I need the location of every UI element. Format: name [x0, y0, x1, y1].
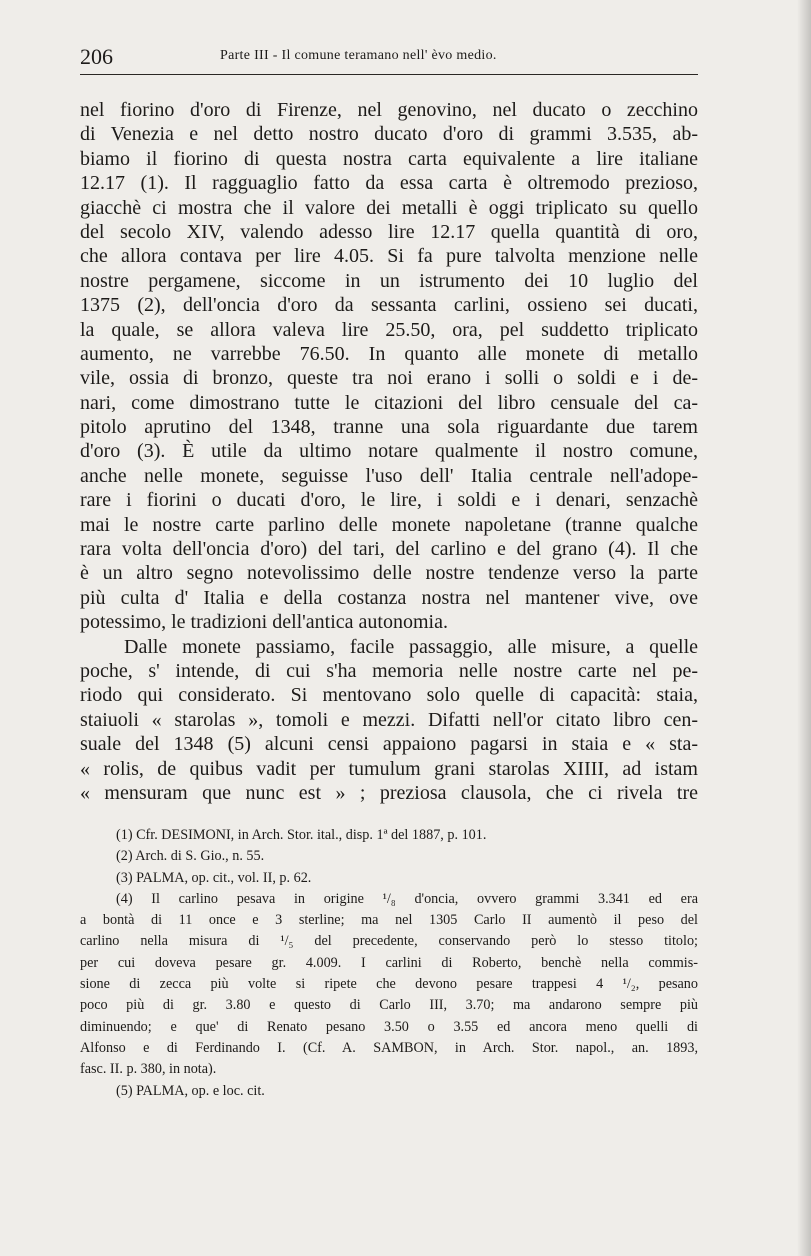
footnote-line: (5) PALMA, op. e loc. cit. [116, 1082, 265, 1099]
footnote-line: poco più di gr. 3.80 e questo di Carlo III, 3.70; ma andarono sempre più [80, 997, 698, 1014]
text-line: vile, ossia di bronzo, queste tra noi erano i solli o soldi e i de- [80, 367, 698, 390]
text-line: suale del 1348 (5) alcuni censi appaiono pagarsi in staia e « sta- [80, 733, 698, 756]
footnote-line: Alfonso e di Ferdinando I. (Cf. A. SAMBON, in Arch. Stor. napol., an. 1893, [80, 1039, 698, 1056]
text-line: più culta d' Italia e della costanza nostra nel mantener vive, ove [80, 586, 698, 609]
text-line: riodo qui considerato. Si mentovano solo quelle di capacità: staia, [80, 684, 698, 707]
text-line: di Venezia e nel detto nostro ducato d'oro di grammi 3.535, ab- [80, 123, 698, 146]
text-line: biamo il fiorino di questa nostra carta equivalente a lire italiane [80, 147, 698, 170]
footnote-line: (1) Cfr. DESIMONI, in Arch. Stor. ital., disp. 1ª del 1887, p. 101. [116, 827, 487, 843]
text-line: « mensuram que nunc est » ; preziosa clausola, che ci rivela tre [80, 781, 698, 804]
text-line: giacchè ci mostra che il valore dei metalli è oggi triplicato su quello [80, 196, 698, 219]
text-line: d'oro (3). È utile da ultimo notare qualmente il nostro comune, [80, 440, 698, 463]
text-line: nari, come dimostrano tutte le citazioni del libro censuale del ca- [80, 391, 698, 414]
text-line: mai le nostre carte parlino delle monete napoletane (tranne qualche [80, 513, 698, 536]
page-header [80, 40, 698, 75]
text-line: del secolo XIV, valendo adesso lire 12.17 quella quantità di oro, [80, 220, 698, 243]
footnote-line: (2) Arch. di S. Gio., n. 55. [116, 848, 265, 865]
text-line: rara volta dell'oncia d'oro) del tari, del carlino e del grano (4). Il che [80, 538, 698, 561]
text-line: potessimo, le tradizioni dell'antica autonomia. [80, 611, 448, 634]
text-line: 1375 (2), dell'oncia d'oro da sessanta carlini, ossieno sei ducati, [80, 294, 698, 317]
page-edge-shadow [797, 0, 811, 1256]
text-line: « rolis, de quibus vadit per tumulum grani starolas XIIII, ad istam [80, 757, 698, 780]
footnote-line: carlino nella misura di ¹/₅ del precedente, conservando però lo stesso titolo; [80, 933, 698, 950]
text-line: anche nelle monete, seguisse l'uso dell' Italia centrale nell'adope- [80, 464, 698, 487]
text-line: 12.17 (1). Il ragguaglio fatto da essa carta è oltremodo prezioso, [80, 172, 698, 195]
text-line: rare i fiorini o ducati d'oro, le lire, i soldi e i denari, senzachè [80, 489, 698, 512]
running-head: Parte III - Il comune teramano nell' èvo medio. [220, 48, 497, 63]
footnote-line: (4) Il carlino pesava in origine ¹/₈ d'oncia, ovvero grammi 3.341 ed era [116, 890, 698, 907]
text-line: nostre pergamene, siccome in un istrumento dei 10 luglio del [80, 269, 698, 292]
text-line: nel fiorino d'oro di Firenze, nel genovino, nel ducato o zecchino [80, 99, 698, 121]
text-line: pitolo aprutino del 1348, tranne una sola riguardante due tarem [80, 416, 698, 439]
footnote-line: fasc. II. p. 380, in nota). [80, 1061, 217, 1078]
text-line: che allora contava per lire 4.05. Si fa pure talvolta menzione nelle [80, 245, 698, 268]
footnote-line: a bontà di 11 once e 3 sterline; ma nel 1305 Carlo II aumentò il peso del [80, 912, 698, 929]
body-text [80, 98, 698, 805]
text-line: la quale, se allora valeva lire 25.50, ora, pel suddetto triplicato [80, 318, 698, 341]
footnote-line: diminuendo; e que' di Renato pesano 3.50 o 3.55 ed ancora meno quelli di [80, 1018, 698, 1035]
paragraph-first-line: Dalle monete passiamo, facile passaggio, alle misure, a quelle [124, 635, 698, 658]
text-line: aumento, ne varrebbe 76.50. In quanto alle monete di metallo [80, 342, 698, 365]
text-line: è un altro segno notevolissimo delle nostre tendenze verso la parte [80, 562, 698, 585]
footnote-line: sione di zecca più volte si ripete che devono pesare trappesi 4 ¹/₂, pesano [80, 976, 698, 993]
footnote-line: (3) PALMA, op. cit., vol. II, p. 62. [116, 869, 312, 886]
text-line: poche, s' intende, di cui s'ha memoria nelle nostre carte nel pe- [80, 659, 698, 682]
footnotes [80, 825, 698, 1102]
page-number: 206 [80, 44, 113, 69]
text-line: staiuoli « starolas », tomoli e mezzi. Difatti nell'or citato libro cen- [80, 708, 698, 731]
footnote-line: per cui doveva pesare gr. 4.009. I carlini di Roberto, benchè nella commis- [80, 954, 698, 971]
